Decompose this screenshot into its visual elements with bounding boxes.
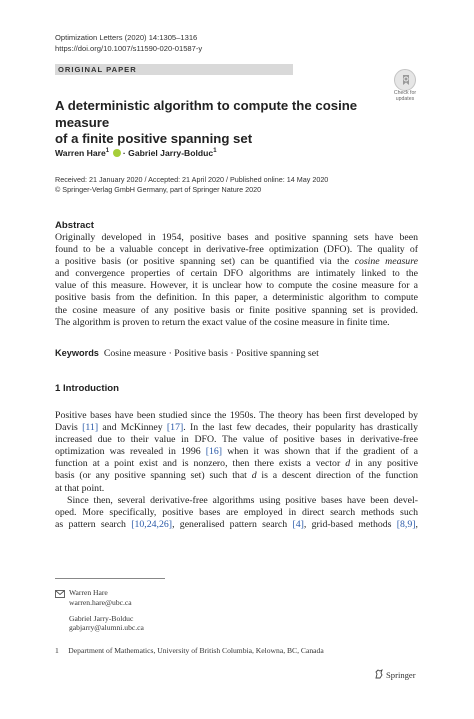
check-updates-line2: updates (395, 96, 415, 102)
intro-line: Positive bases have been studied since the 1950s. The theory has been first developed by (55, 410, 418, 421)
paper-title (55, 98, 385, 148)
math-variable: d (251, 470, 257, 482)
citation-link[interactable]: [4] (292, 518, 304, 530)
intro-line (55, 470, 418, 482)
abstract-line: the cosine measure of any positive basis or finite positive spanning set is provided. (55, 304, 418, 316)
publisher-logo (374, 669, 416, 680)
orcid-icon[interactable] (113, 149, 121, 157)
check-updates-line1: Check for (393, 90, 417, 96)
paper-type-label: ORIGINAL PAPER (58, 65, 137, 74)
abstract-line (55, 256, 418, 268)
abstract-body (55, 232, 418, 329)
intro-line (55, 519, 418, 531)
publisher-name: Springer (386, 670, 416, 680)
author-2[interactable]: Gabriel Jarry-Bolduc (128, 148, 214, 158)
springer-horse-icon (374, 669, 384, 679)
check-updates-circle (394, 69, 416, 91)
contact-block (55, 588, 144, 633)
date-history: Received: 21 January 2020 / Accepted: 21 April 2020 / Published online: 14 May 2020 (55, 175, 329, 184)
envelope-icon (55, 590, 65, 601)
abstract-text: a positive basis (or positive spanning set) can be quantified via the (55, 256, 355, 268)
author-1-affil: 1 (105, 148, 110, 155)
publication-dates (55, 175, 328, 195)
contact-email-1[interactable]: warren.hare@ubc.ca (69, 597, 132, 607)
abstract-line: found to be a valuable concept in derivative-free optimization (DFO). The quality of (55, 244, 418, 256)
abstract-line: positive basis from the definition. In this paper, a deterministic algorithm to compute (55, 292, 418, 304)
citation-link[interactable]: [16] (205, 446, 223, 458)
keywords-label: Keywords (55, 348, 99, 358)
intro-text: in any positive (350, 458, 418, 470)
author-list (55, 148, 217, 158)
abstract-line: and convergence properties of certain DFO algorithms are intimately linked to the (55, 268, 418, 280)
contact-name-2: Gabriel Jarry-Bolduc (69, 613, 134, 623)
abstract-line: value of this measure. However, it is unclear how to compute the cosine measure for a (55, 280, 418, 292)
author-separator: · (120, 148, 129, 158)
title-line-1: A deterministic algorithm to compute the cosine measure (55, 98, 358, 130)
intro-text: , grid-based methods (303, 518, 397, 530)
affiliation-text: Department of Mathematics, University of British Columbia, Kelowna, BC, Canada (68, 646, 324, 655)
intro-text: is a descent direction of the function (256, 470, 418, 482)
contact-name-1: Warren Hare (69, 588, 108, 597)
keywords-line (55, 347, 418, 360)
title-line-2: of a finite positive spanning set (55, 131, 253, 146)
keywords-items: Cosine measure · Positive basis · Positive spanning set (103, 348, 319, 359)
keywords (55, 347, 418, 360)
check-for-updates-badge[interactable] (388, 69, 422, 103)
intro-text: Davis (55, 422, 83, 434)
math-variable: d (345, 458, 351, 470)
intro-text: when it was shown that if the gradient of a (222, 446, 418, 458)
intro-line: increased due to their value in DFO. The value of positive bases in derivative-free (55, 434, 418, 446)
intro-text: and McKinney (98, 422, 167, 434)
citation-link[interactable]: [8,9] (396, 518, 416, 530)
intro-text: , (415, 518, 418, 530)
journal-header (55, 33, 202, 54)
abstract-line: Originally developed in 1954, positive bases and positive spanning sets have been (55, 232, 418, 243)
intro-line: oped. More specifically, positive bases are employed in direct search methods such (55, 506, 418, 518)
author-1[interactable]: Warren Hare (55, 148, 106, 158)
intro-line: at that point. (55, 482, 105, 494)
intro-text: as pattern search (55, 518, 132, 530)
intro-line (55, 446, 418, 458)
intro-text: function at a point exist and is nonzero, then there exists a vector (55, 458, 346, 470)
intro-text: . In the last few decades, their popularity has drastically (183, 422, 418, 434)
journal-citation: Optimization Letters (2020) 14:1305–1316 (55, 33, 198, 42)
bookmark-refresh-icon (400, 74, 412, 86)
affiliation (55, 646, 324, 656)
intro-text: , generalised pattern search (172, 518, 293, 530)
intro-line (55, 422, 418, 434)
contact-details (69, 588, 144, 633)
introduction-body (55, 410, 418, 531)
citation-link[interactable]: [17] (166, 422, 184, 434)
citation-link[interactable]: [10,24,26] (131, 518, 173, 530)
intro-text: basis (or any positive spanning set) such that (55, 470, 252, 482)
author-2-affil: 1 (213, 148, 217, 155)
introduction-heading: 1 Introduction (55, 383, 119, 394)
abstract-line: The algorithm is proven to return the exact value of the cosine measure in finite time. (55, 316, 390, 328)
intro-text: optimization was revealed in 1996 (55, 446, 206, 458)
intro-line: Since then, several derivative-free algorithms using positive bases have been devel- (67, 494, 418, 506)
check-updates-text (388, 90, 422, 102)
citation-link[interactable]: [11] (82, 422, 99, 434)
contact-email-2[interactable]: gabjarry@alumni.ubc.ca (69, 623, 144, 633)
footnote-divider (55, 578, 165, 579)
abstract-heading: Abstract (55, 220, 94, 231)
journal-doi[interactable]: https://doi.org/10.1007/s11590-020-01587-y (55, 43, 203, 53)
abstract-emphasis: cosine measure (354, 256, 418, 268)
affiliation-number: 1 (55, 646, 59, 655)
intro-line (55, 458, 418, 470)
copyright-line: © Springer-Verlag GmbH Germany, part of Springer Nature 2020 (55, 185, 262, 194)
